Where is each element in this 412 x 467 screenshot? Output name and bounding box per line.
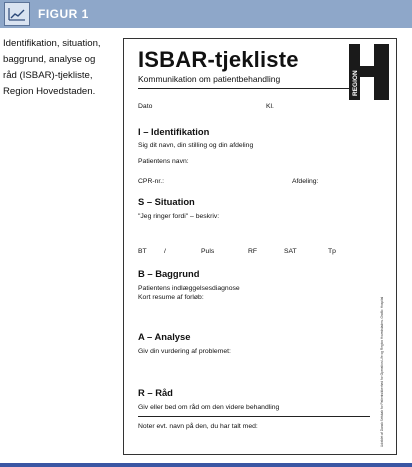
vital-rf: RF bbox=[248, 248, 258, 255]
baggrund-resume-label: Kort resume af forløb: bbox=[138, 294, 204, 301]
vital-tp: Tp bbox=[328, 248, 336, 255]
region-hovedstaden-logo bbox=[349, 44, 389, 100]
figure-label: FIGUR 1 bbox=[38, 7, 89, 21]
title-divider bbox=[138, 88, 350, 89]
figure-caption: Identifikation, situation, baggrund, analyse og råd (ISBAR)-tjekliste, Region Hovedstaden. bbox=[3, 38, 101, 97]
section-baggrund-heading: B – Baggrund bbox=[138, 268, 200, 279]
baggrund-diagnosis-label: Patientens indlæggelsesdiagnose bbox=[138, 285, 240, 292]
vital-puls: Puls bbox=[201, 248, 215, 255]
patient-name-label: Patientens navn: bbox=[138, 158, 189, 165]
figure-header bbox=[0, 0, 412, 28]
document-title: ISBAR-tjekliste bbox=[138, 47, 299, 72]
footer-note: Noter evt. navn på den, du har talt med: bbox=[138, 423, 258, 430]
bottom-accent-bar bbox=[0, 463, 412, 467]
section-identifikation-heading: I – Identifikation bbox=[138, 126, 210, 137]
section-raad-heading: R – Råd bbox=[138, 387, 173, 398]
section-analyse-heading: A – Analyse bbox=[138, 331, 191, 342]
document-subtitle: Kommunikation om patientbehandling bbox=[138, 74, 281, 84]
vertical-credit-text: Udviklet af Dansk Selskab for Patientsikkerhed for Operation Life og Region Hovedstaden. Grafik: Hospital bbox=[380, 296, 384, 447]
date-label: Dato bbox=[138, 103, 153, 110]
analyse-instruction: Giv din vurdering af problemet: bbox=[138, 348, 231, 355]
footer-divider bbox=[138, 416, 370, 417]
identifikation-instruction: Sig dit navn, din stilling og din afdeling bbox=[138, 142, 254, 149]
isbar-checklist-document bbox=[123, 38, 397, 455]
chart-icon bbox=[4, 2, 30, 26]
raad-instruction: Giv eller bed om råd om den videre behandling bbox=[138, 404, 280, 411]
vital-separator: / bbox=[164, 248, 166, 255]
department-label: Afdeling: bbox=[292, 178, 319, 185]
cpr-label: CPR-nr.: bbox=[138, 178, 165, 185]
time-label: Kl. bbox=[266, 103, 274, 110]
vital-sat: SAT bbox=[284, 248, 297, 255]
situation-prompt: "Jeg ringer fordi" – beskriv: bbox=[138, 213, 220, 220]
vital-bt: BT bbox=[138, 248, 147, 255]
section-situation-heading: S – Situation bbox=[138, 196, 195, 207]
svg-text:REGION: REGION bbox=[352, 70, 359, 96]
